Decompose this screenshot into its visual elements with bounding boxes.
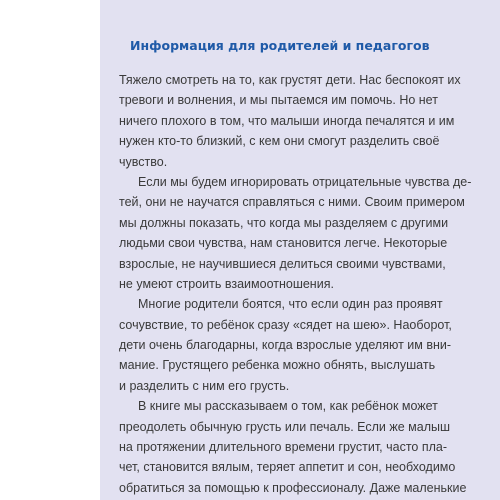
text-line: людьми свои чувства, нам становится легче. Некоторые: [119, 236, 448, 251]
text-line: тревоги и волнения, и мы пытаемся им помочь. Но нет: [119, 93, 438, 108]
text-line: ничего плохого в том, что малыши иногда печалятся и им: [119, 113, 455, 128]
text-line: мание. Грустящего ребенка можно обнять, выслушать: [119, 358, 436, 373]
text-line: не умеют строить взаимоотношения.: [119, 276, 334, 291]
text-line: тей, они не научатся справляться с ними. Своим примером: [119, 195, 465, 210]
text-line: обратиться за помощью к профессионалу. Даже маленькие: [119, 480, 467, 495]
text-line: дети очень благодарны, когда взрослые уделяют им вни-: [119, 338, 452, 353]
text-line: чет, становится вялым, теряет аппетит и сон, необходимо: [119, 460, 456, 475]
text-line: нужен кто-то близкий, с кем они смогут разделить своё: [119, 134, 440, 149]
page-title: Информация для родителей и педагогов: [130, 38, 430, 53]
text-line: преодолеть обычную грусть или печаль. Если же малыш: [119, 419, 450, 434]
text-line: взрослые, не научившиеся делиться своими чувствами,: [119, 256, 446, 271]
text-line: Многие родители боятся, что если один раз проявят: [138, 297, 443, 312]
paragraph-4: [119, 396, 467, 498]
text-line: и разделить с ним его грусть.: [119, 378, 290, 393]
text-line: мы должны показать, что когда мы разделяем с другими: [119, 215, 449, 230]
text-line: В книге мы рассказываем о том, как ребёнок может: [138, 399, 438, 414]
book-page: [100, 0, 500, 500]
text-line: Если мы будем игнорировать отрицательные чувства де-: [138, 174, 472, 189]
text-line: чувство.: [119, 154, 168, 169]
text-line: Тяжело смотреть на то, как грустят дети. Нас беспокоят их: [119, 73, 461, 87]
paragraph-2: [119, 172, 472, 294]
paragraph-1: [119, 70, 461, 172]
text-line: на протяжении длительного времени грустит, часто пла-: [119, 440, 448, 455]
paragraph-3: [119, 294, 452, 396]
body-text: [119, 70, 472, 498]
text-line: сочувствие, то ребёнок сразу «сядет на шею». Наоборот,: [119, 317, 452, 332]
